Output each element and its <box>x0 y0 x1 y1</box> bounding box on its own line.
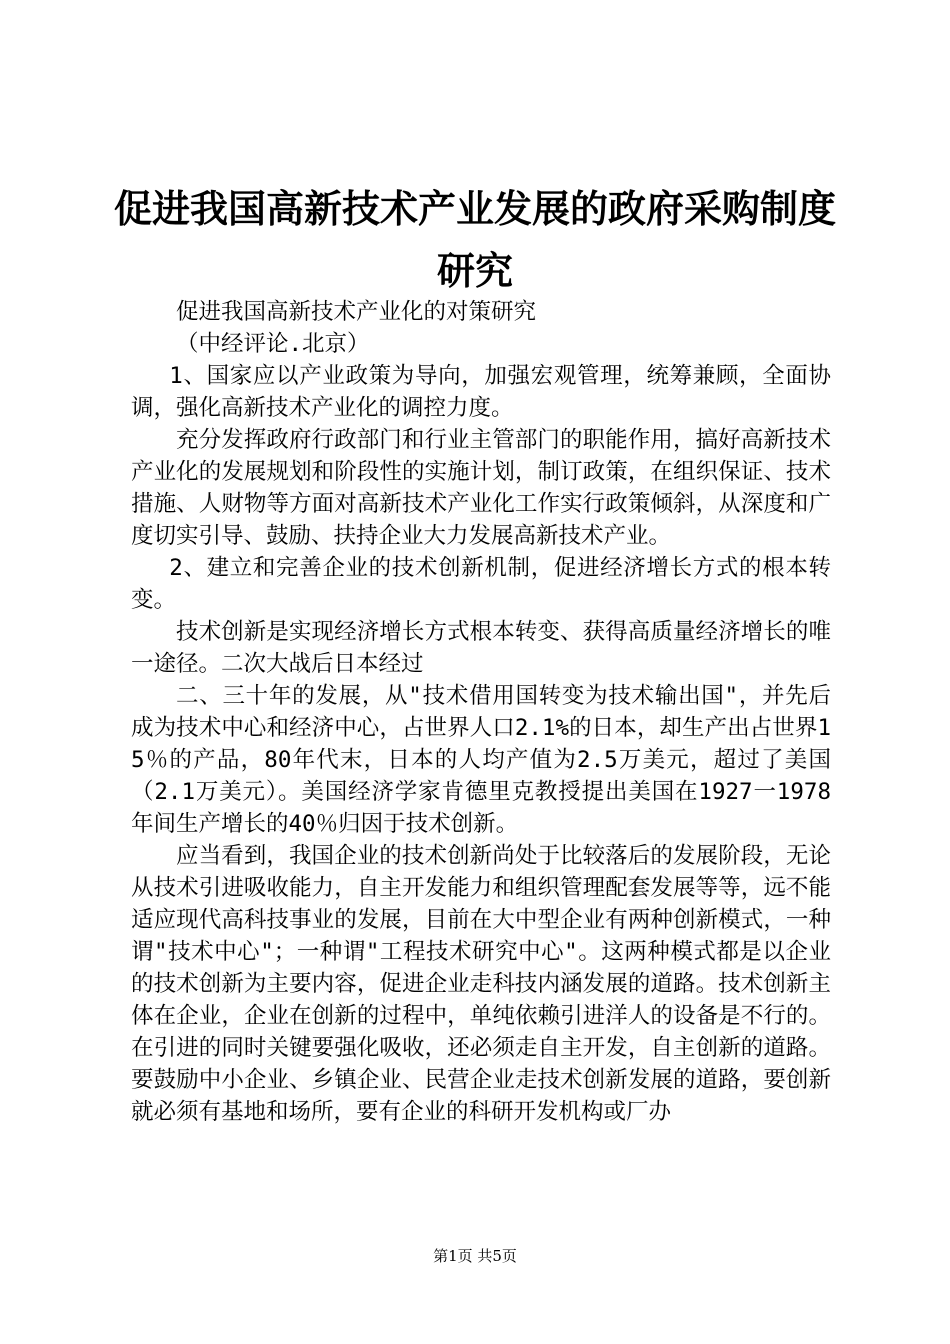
document-body <box>131 296 831 1128</box>
paragraph-body: 应当看到，我国企业的技术创新尚处于比较落后的发展阶段，无论从技术引进吸收能力，自主开发能力和组织管理配套发展等等，远不能适应现代高科技事业的发展，目前在大中型企业有两种创新模式，一种谓"技术中心"；一种谓"工程技术研究中心"。这两种模式都是以企业的技术创新为主要内容，促进企业走科技内涵发展的道路。技术创新主体在企业，企业在创新的过程中，单纯依赖引进洋人的设备是不行的。在引进的同时关键要强化吸收，还必须走自主开发，自主创新的道路。要鼓励中小企业、乡镇企业、民营企业走技术创新发展的道路，要创新就必须有基地和场所，要有企业的科研开发机构或厂办 <box>131 843 831 1125</box>
document-title: 促进我国高新技术产业发展的政府采购制度研究 <box>113 186 836 293</box>
paragraph-body: 技术创新是实现经济增长方式根本转变、获得高质量经济增长的唯一途径。二次大战后日本经过 <box>131 619 831 677</box>
paragraph-point-2: 2、建立和完善企业的技术创新机制，促进经济增长方式的根本转变。 <box>131 555 831 613</box>
paragraph-body: 充分发挥政府行政部门和行业主管部门的职能作用，搞好高新技术产业化的发展规划和阶段性的实施计划，制订政策，在组织保证、技术措施、人财物等方面对高新技术产业化工作实行政策倾斜，从深度和广度切实引导、鼓励、扶持企业大力发展高新技术产业。 <box>131 427 831 549</box>
page-number-footer: 第1页 共5页 <box>433 1247 517 1265</box>
paragraph-body: 二、三十年的发展，从"技术借用国转变为技术输出国"，并先后成为技术中心和经济中心，占世界人口2.1%的日本，却生产出占世界15％的产品，80年代末，日本的人均产值为2.5万美元，超过了美国（2.1万美元）。美国经济学家肯德里克教授提出美国在1927一1978年间生产增长的40％归因于技术创新。 <box>131 683 831 837</box>
paragraph-source: （中经评论.北京） <box>176 331 370 357</box>
paragraph-subtitle: 促进我国高新技术产业化的对策研究 <box>176 299 537 325</box>
paragraph-point-1: 1、国家应以产业政策为导向，加强宏观管理，统筹兼顾，全面协调，强化高新技术产业化的调控力度。 <box>131 363 831 421</box>
